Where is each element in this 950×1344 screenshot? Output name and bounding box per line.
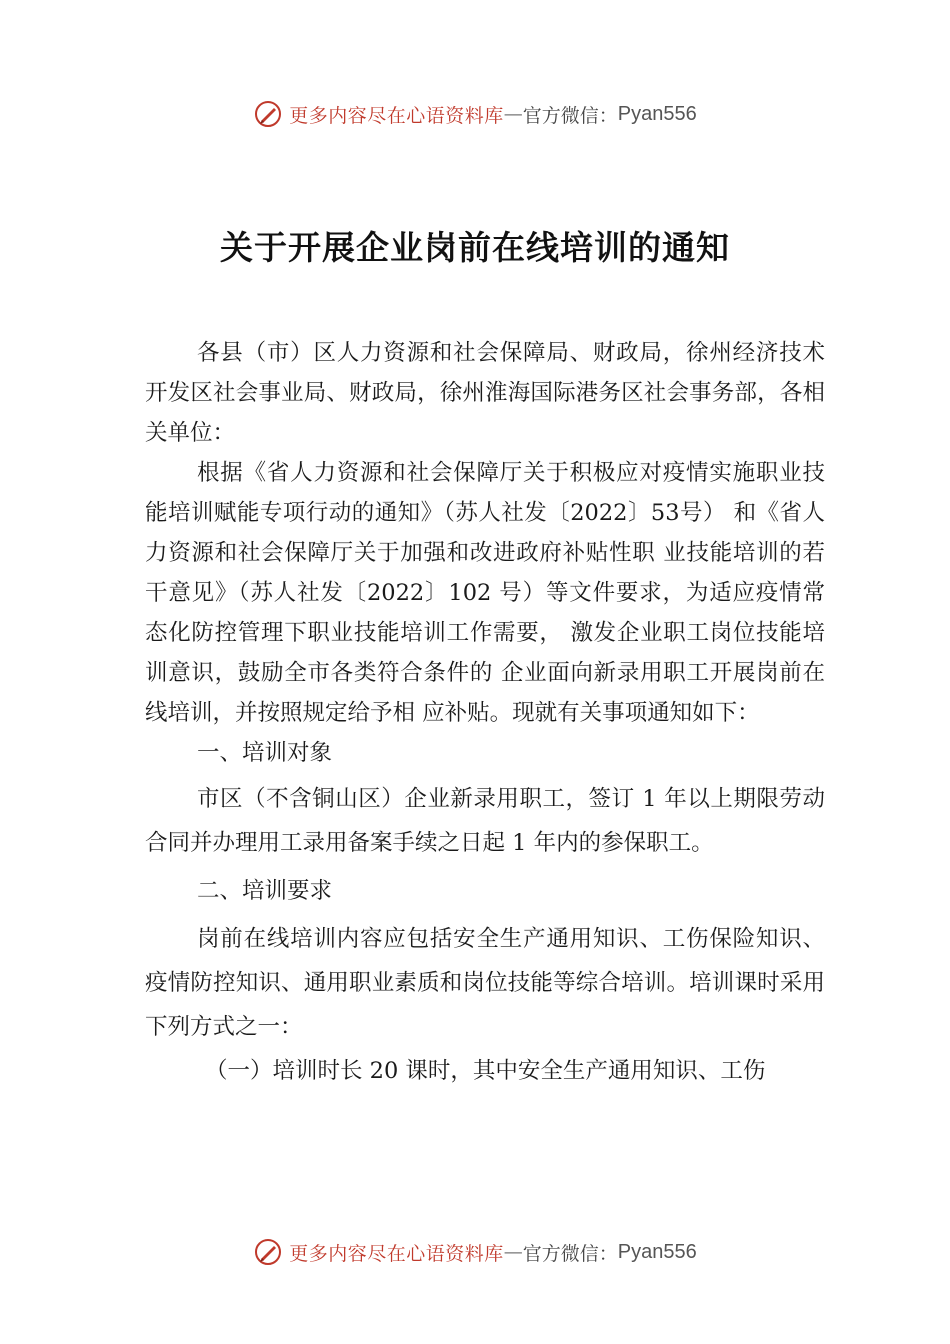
watermark-text: 更多内容尽在心语资料库 — [289, 104, 504, 127]
watermark-id: Pyan556 — [617, 1240, 697, 1263]
watermark-label: 官方微信： — [522, 1242, 618, 1265]
watermark-text: 更多内容尽在心语资料库 — [289, 1242, 504, 1265]
pen-logo-icon — [253, 1237, 283, 1267]
watermark-banner-top — [0, 94, 950, 134]
recipients-paragraph: 各县（市）区人力资源和社会保障局、财政局，徐州经济技术开发区社会事业局、财政局，徐州淮海国际港务区社会事务部，各相关单位： — [145, 340, 825, 446]
watermark-banner-bottom — [0, 1232, 950, 1272]
pen-logo-icon — [253, 99, 283, 129]
intro-paragraph: 根据《省人力资源和社会保障厅关于积极应对疫情实施职业技能培训赋能专项行动的通知》（苏人社发〔2022〕53号） 和《省人力资源和社会保障厅关于加强和改进政府补贴性职 业技能培训的若干意见》（苏人社发〔2022〕102 号）等文件要求，为适应疫情常态化防控管理下职业技能培训工作需要， 激发企业职工岗位技能培训意识，鼓励全市各类符合条件的 企业面向新录用职工开展岗前在线培训，并按照规定给予相 应补贴。现就有关事项通知如下： — [145, 460, 825, 726]
document-title: 关于开展企业岗前在线培训的通知 — [220, 228, 730, 267]
section-1-heading: 一、培训对象 — [197, 740, 333, 766]
section-2-body: 岗前在线培训内容应包括安全生产通用知识、工伤保险知识、疫情防控知识、通用职业素质和岗位技能等综合培训。培训课时采用下列方式之一： — [145, 926, 825, 1040]
watermark-separator: — — [503, 103, 523, 125]
document-body — [145, 333, 825, 1093]
watermark-separator: — — [503, 1241, 523, 1263]
section-1-body: 市区（不含铜山区）企业新录用职工，签订 1 年以上期限劳动合同并办理用工录用备案手续之日起 1 年内的参保职工。 — [145, 786, 825, 856]
section-2-heading: 二、培训要求 — [197, 878, 333, 904]
section-2-item-1: （一）培训时长 20 课时，其中安全生产通用知识、工伤 — [205, 1058, 766, 1084]
watermark-id: Pyan556 — [617, 102, 697, 125]
watermark-label: 官方微信： — [522, 104, 618, 127]
